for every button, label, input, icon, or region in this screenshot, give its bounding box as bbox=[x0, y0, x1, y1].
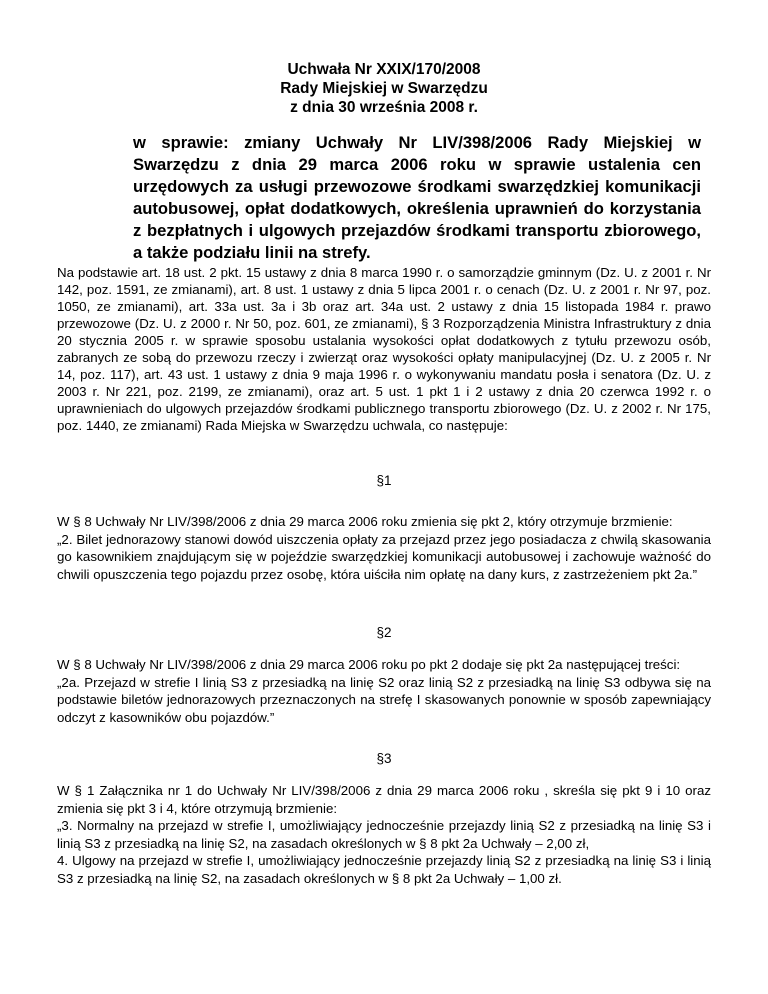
title-council: Rady Miejskiej w Swarzędzu bbox=[280, 80, 488, 97]
section-2-quote: „2a. Przejazd w strefie I linią S3 z przesiadką na linię S2 oraz linią S2 z przesiadką na linię S3 odbywa się na podstawie biletów jednorazowych przeznaczonych na strefę I skasowanych ponownie w sposób zapewniający odczyt z kasowników obu pojazdów.” bbox=[57, 674, 711, 725]
section-3-item-4: 4. Ulgowy na przejazd w strefie I, umożliwiający jednocześnie przejazdy linią S2 z przesiadką na linię S3 i linią S3 z przesiadką na linię S2, na zasadach określonych w § 8 pkt 2a Uchwały – 1,00 zł. bbox=[57, 853, 711, 886]
section-1-intro: W § 8 Uchwały Nr LIV/398/2006 z dnia 29 marca 2006 roku zmienia się pkt 2, który otrzymuje brzmienie: bbox=[57, 514, 673, 529]
section-3-item-3: „3. Normalny na przejazd w strefie I, umożliwiający jednocześnie przejazdy linią S2 z przesiadką na linię S3 i linią S3 z przesiadką na linię S2, na zasadach określonych w § 8 pkt 2a Uchwały – 2,00 zł, bbox=[57, 818, 711, 851]
resolution-title bbox=[0, 60, 768, 117]
resolution-subject: w sprawie: zmiany Uchwały Nr LIV/398/2006 Rady Miejskiej w Swarzędzu z dnia 29 marca 2006 roku w sprawie ustalenia cen urzędowych za usługi przewozowe środkami swarzędzkiej komunikacji autobusowej, opłat dodatkowych, określenia uprawnień do korzystania z bezpłatnych i ulgowych przejazdów środkami transportu zbiorowego, a także podziału linii na strefy. bbox=[133, 133, 701, 262]
title-number: Uchwała Nr XXIX/170/2008 bbox=[287, 61, 481, 78]
section-2-intro: W § 8 Uchwały Nr LIV/398/2006 z dnia 29 marca 2006 roku po pkt 2 dodaje się pkt 2a następującej treści: bbox=[57, 657, 681, 672]
section-1-body bbox=[57, 513, 711, 583]
section-1-quote: „2. Bilet jednorazowy stanowi dowód uiszczenia opłaty za przejazd przez jego posiadacza z chwilą skasowania go kasownikiem znajdującym się w pojeździe swarzędzkiej komunikacji autobusowej i zachowuje ważność do chwili opuszczenia tego pojazdu przez osobę, która uiściła nim opłatę na dany kurs, z zastrzeżeniem pkt 2a.” bbox=[57, 531, 711, 582]
legal-basis-preamble: Na podstawie art. 18 ust. 2 pkt. 15 ustawy z dnia 8 marca 1990 r. o samorządzie gminnym (Dz. U. z 2001 r. Nr 142, poz. 1591, ze zmianami), art. 8 ust. 1 ustawy z dnia 5 lipca 2001 r. o cenach (Dz. U. z 2001 r. Nr 97, poz. 1050, ze zmianami), art. 33a ust. 3a i 3b oraz art. 34a ust. 2 ustawy z dnia 15 listopada 1984 r. prawo przewozowe (Dz. U. z 2000 r. Nr 50, poz. 601, ze zmianami), § 3 Rozporządzenia Ministra Infrastruktury z dnia 20 stycznia 2005 r. w sprawie sposobu ustalania wysokości opłat dodatkowych z tytułu przewozu osób, zabranych ze sobą do przewozu rzeczy i zwierząt oraz wysokości opłaty manipulacyjnej (Dz. U. z 2005 r. Nr 14, poz. 117), art. 43 ust. 1 ustawy z dnia 9 maja 1996 r. o wykonywaniu mandatu posła i senatora (Dz. U. z 2003 r. Nr 221, poz. 2199, ze zmianami), oraz art. 5 ust. 1 pkt 1 i 2 ustawy z dnia 20 czerwca 1992 r. o uprawnieniach do ulgowych przejazdów środkami publicznego transportu zbiorowego (Dz. U. z 2002 r. Nr 175, poz. 1440, ze zmianami) Rada Miejska w Swarzędzu uchwala, co następuje: bbox=[57, 265, 711, 433]
section-3-intro: W § 1 Załącznika nr 1 do Uchwały Nr LIV/398/2006 z dnia 29 marca 2006 roku , skreśla się pkt 9 i 10 oraz zmienia się pkt 3 i 4, które otrzymują brzmienie: bbox=[57, 783, 711, 816]
section-2-body bbox=[57, 656, 711, 726]
title-date: z dnia 30 września 2008 r. bbox=[290, 99, 478, 116]
section-1-sign: §1 bbox=[376, 473, 392, 488]
section-3-sign: §3 bbox=[376, 751, 392, 766]
section-2-sign: §2 bbox=[376, 625, 392, 640]
section-3-body bbox=[57, 782, 711, 888]
